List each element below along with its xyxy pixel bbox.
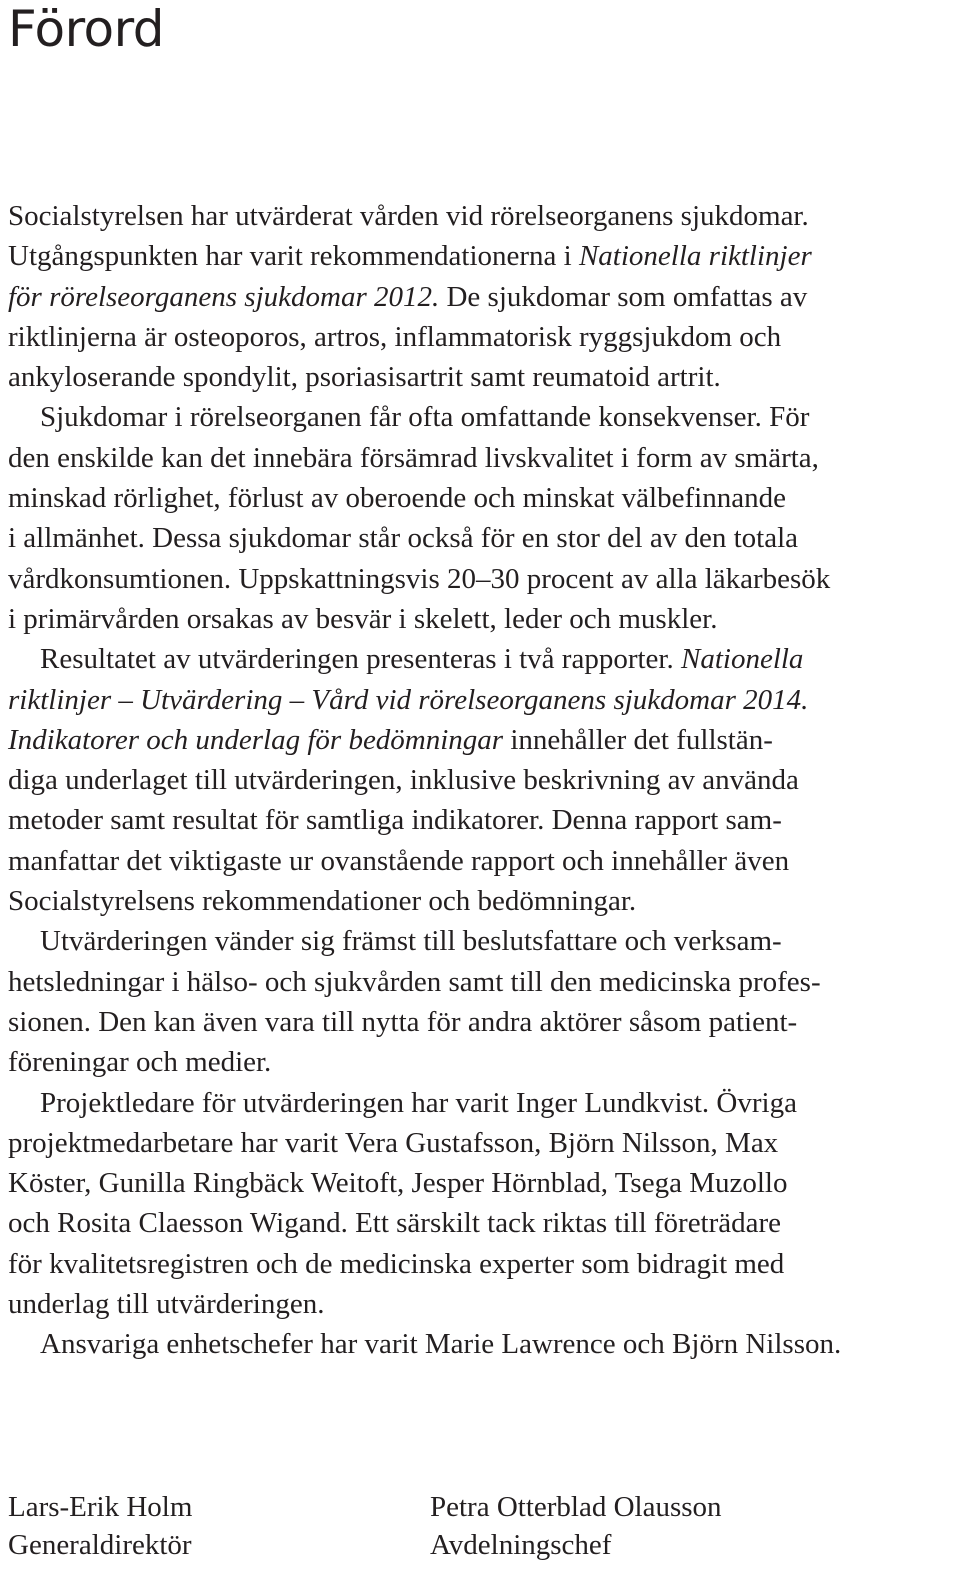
text-line <box>8 881 953 921</box>
signature-role: Avdelningschef <box>430 1529 612 1561</box>
text-line <box>8 1123 953 1163</box>
signature-role: Generaldirektör <box>8 1529 192 1561</box>
page-title: Förord <box>8 0 165 58</box>
text-run: Sjukdomar i rörelseorganen får ofta omfattande konsekvenser. För <box>40 401 810 434</box>
signature-name: Petra Otterblad Olausson <box>430 1491 722 1523</box>
text-line <box>8 1203 953 1243</box>
signature-name: Lars-Erik Holm <box>8 1491 193 1523</box>
text-run: riktlinjerna är osteoporos, artros, inflammatorisk ryggsjukdom och <box>8 320 782 353</box>
signature-left <box>8 1488 192 1564</box>
text-run: projektmedarbetare har varit Vera Gustafsson, Björn Nilsson, Max <box>8 1126 779 1159</box>
text-line <box>8 559 953 599</box>
text-run: manfattar det viktigaste ur ovanstående rapport och innehåller även <box>8 844 790 877</box>
text-line <box>8 1042 953 1082</box>
text-line <box>8 800 953 840</box>
text-run: Projektledare för utvärderingen har varit Inger Lundkvist. Övriga <box>40 1086 797 1119</box>
italic-text: Indikatorer och underlag för bedömningar <box>8 723 504 756</box>
text-run: metoder samt resultat för samtliga indikatorer. Denna rapport sam- <box>8 804 782 837</box>
text-line <box>8 397 953 437</box>
text-line <box>8 639 953 679</box>
text-line <box>8 317 953 357</box>
text-line <box>8 841 953 881</box>
text-run: vårdkonsumtionen. Uppskattningsvis 20–30 procent av alla läkarbesök <box>8 562 831 595</box>
text-line <box>8 1284 953 1324</box>
text-line <box>8 1002 953 1042</box>
italic-text: för rörelseorganens sjukdomar 2012. <box>8 280 440 313</box>
text-line <box>8 438 953 478</box>
italic-text: riktlinjer – Utvärdering – Vård vid rörelseorganens sjukdomar 2014. <box>8 683 809 716</box>
signature-right <box>430 1488 722 1564</box>
text-run: sionen. Den kan även vara till nytta för andra aktörer såsom patient- <box>8 1005 798 1038</box>
text-line <box>8 357 953 397</box>
text-run: i allmänhet. Dessa sjukdomar står också för en stor del av den totala <box>8 522 799 555</box>
text-run: Socialstyrelsens rekommendationer och bedömningar. <box>8 885 637 918</box>
text-run: Socialstyrelsen har utvärderat vården vid rörelseorganens sjukdomar. <box>8 200 809 232</box>
text-run: innehåller det fullstän- <box>503 723 773 756</box>
body-text <box>8 196 953 1365</box>
text-run: Utvärderingen vänder sig främst till beslutsfattare och verksam- <box>40 925 782 958</box>
text-run: Utgångspunkten har varit rekommendationerna i <box>8 240 579 273</box>
italic-text: Nationella <box>680 643 804 676</box>
text-line <box>8 478 953 518</box>
text-line <box>8 196 953 236</box>
text-run: i primärvården orsakas av besvär i skelett, leder och muskler. <box>8 602 718 635</box>
text-line <box>8 518 953 558</box>
text-line <box>8 1083 953 1123</box>
text-run: föreningar och medier. <box>8 1046 272 1079</box>
text-line <box>8 599 953 639</box>
text-run: och Rosita Claesson Wigand. Ett särskilt tack riktas till företrädare <box>8 1207 782 1240</box>
text-run: Ansvariga enhetschefer har varit Marie Lawrence och Björn Nilsson. <box>40 1328 842 1361</box>
text-line <box>8 1244 953 1284</box>
text-line <box>8 720 953 760</box>
text-line <box>8 277 953 317</box>
text-line <box>8 962 953 1002</box>
text-run: underlag till utvärderingen. <box>8 1288 325 1321</box>
text-line <box>8 921 953 961</box>
text-run: den enskilde kan det innebära försämrad livskvalitet i form av smärta, <box>8 441 819 474</box>
text-run: för kvalitetsregistren och de medicinska experter som bidragit med <box>8 1247 785 1280</box>
text-run: diga underlaget till utvärderingen, inklusive beskrivning av använda <box>8 764 799 797</box>
text-line <box>8 1324 953 1364</box>
text-run: ankyloserande spondylit, psoriasisartrit samt reumatoid artrit. <box>8 361 721 394</box>
text-line <box>8 236 953 276</box>
text-run: Resultatet av utvärderingen presenteras i två rapporter. <box>40 643 681 676</box>
text-line <box>8 760 953 800</box>
text-run: Köster, Gunilla Ringbäck Weitoft, Jesper Hörnblad, Tsega Muzollo <box>8 1167 788 1200</box>
text-run: hetsledningar i hälso- och sjukvården samt till den medicinska profes- <box>8 965 821 998</box>
text-line <box>8 1163 953 1203</box>
text-run: De sjukdomar som omfattas av <box>439 280 808 313</box>
italic-text: Nationella riktlinjer <box>578 240 812 273</box>
text-line <box>8 680 953 720</box>
text-run: minskad rörlighet, förlust av oberoende och minskat välbefinnande <box>8 482 786 515</box>
